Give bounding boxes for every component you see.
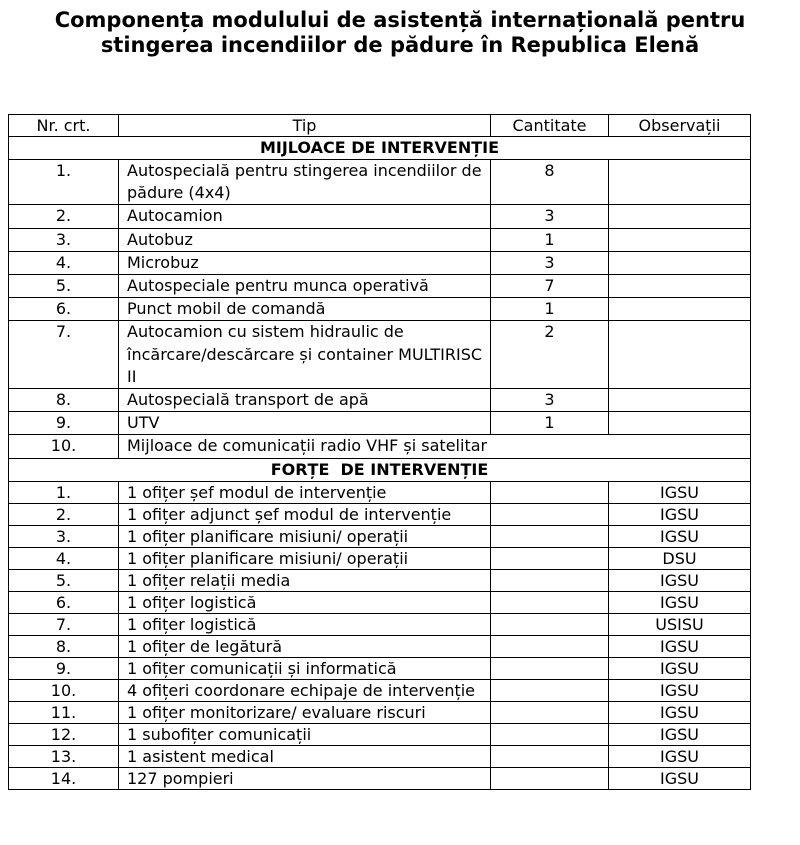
row-quantity: 3 [491, 205, 609, 228]
row-observation: IGSU [609, 701, 751, 723]
row-type: 1 ofițer relații media [119, 569, 491, 591]
row-observation [609, 205, 751, 228]
row-observation [609, 275, 751, 298]
row-quantity [491, 591, 609, 613]
row-type: Autobuz [119, 228, 491, 251]
section-title-mijloace: MIJLOACE DE INTERVENȚIE [9, 137, 751, 160]
row-quantity [491, 767, 609, 789]
row-type: 1 ofițer planificare misiuni/ operații [119, 547, 491, 569]
table-row [9, 723, 751, 745]
row-quantity [491, 657, 609, 679]
section-title-forte: FORȚE DE INTERVENȚIE [9, 458, 751, 481]
row-number: 11. [9, 701, 119, 723]
row-number: 4. [9, 251, 119, 274]
table-row [9, 613, 751, 635]
table-row [9, 160, 751, 205]
table-row [9, 389, 751, 412]
row-type: 1 subofițer comunicații [119, 723, 491, 745]
row-observation [609, 298, 751, 321]
row-quantity [491, 547, 609, 569]
row-type: 1 ofițer planificare misiuni/ operații [119, 525, 491, 547]
row-observation [609, 160, 751, 205]
row-number: 6. [9, 298, 119, 321]
row-observation: DSU [609, 547, 751, 569]
section-row-mijloace [9, 137, 751, 160]
row-type: 1 ofițer logistică [119, 591, 491, 613]
row-number: 10. [9, 679, 119, 701]
row-type: 1 ofițer monitorizare/ evaluare riscuri [119, 701, 491, 723]
row-quantity: 2 [491, 321, 609, 389]
table-row [9, 321, 751, 389]
row-quantity: 1 [491, 412, 609, 435]
row-quantity: 1 [491, 298, 609, 321]
table-row [9, 547, 751, 569]
row-number: 6. [9, 591, 119, 613]
row-observation [609, 251, 751, 274]
table-row [9, 701, 751, 723]
row-number: 9. [9, 412, 119, 435]
row-number: 2. [9, 503, 119, 525]
row-number: 2. [9, 205, 119, 228]
row-quantity [491, 481, 609, 503]
header-obs: Observații [609, 115, 751, 137]
row-observation: IGSU [609, 767, 751, 789]
row-quantity [491, 635, 609, 657]
row-quantity [491, 569, 609, 591]
table-row [9, 503, 751, 525]
row-number: 9. [9, 657, 119, 679]
row-number: 14. [9, 767, 119, 789]
row-type: Autocamion cu sistem hidraulic de încărcare/descărcare și container MULTIRISC II [119, 321, 491, 389]
row-observation: IGSU [609, 657, 751, 679]
table-row [9, 569, 751, 591]
row-type: 1 asistent medical [119, 745, 491, 767]
row-number: 7. [9, 321, 119, 389]
row-quantity [491, 723, 609, 745]
row-type: Autospecială pentru stingerea incendiilor de pădure (4x4) [119, 160, 491, 205]
row-quantity: 1 [491, 228, 609, 251]
row-quantity [491, 679, 609, 701]
row-observation: IGSU [609, 503, 751, 525]
header-qty: Cantitate [491, 115, 609, 137]
table-row [9, 745, 751, 767]
row-observation [609, 412, 751, 435]
table-row [9, 298, 751, 321]
row-type: Punct mobil de comandă [119, 298, 491, 321]
row-observation: IGSU [609, 481, 751, 503]
components-table [8, 114, 751, 790]
row-type: Autospecială transport de apă [119, 389, 491, 412]
row-quantity [491, 503, 609, 525]
table-row [9, 591, 751, 613]
row-number: 13. [9, 745, 119, 767]
table-row [9, 275, 751, 298]
row-quantity: 8 [491, 160, 609, 205]
row-number: 7. [9, 613, 119, 635]
row-observation: IGSU [609, 745, 751, 767]
row-type: 1 ofițer comunicații și informatică [119, 657, 491, 679]
title-line-1: Componența modulului de asistență internațională pentru [54, 8, 746, 32]
row-observation: IGSU [609, 635, 751, 657]
section-row-forte [9, 458, 751, 481]
row-quantity: 3 [491, 251, 609, 274]
row-type: 1 ofițer logistică [119, 613, 491, 635]
table-row [9, 679, 751, 701]
table-row [9, 481, 751, 503]
row-quantity [491, 701, 609, 723]
row-observation: IGSU [609, 525, 751, 547]
table-row [9, 767, 751, 789]
table-row [9, 525, 751, 547]
row-quantity: 3 [491, 389, 609, 412]
row-number: 8. [9, 635, 119, 657]
row-number: 3. [9, 525, 119, 547]
row-type: 1 ofițer șef modul de intervenție [119, 481, 491, 503]
row-number: 10. [9, 435, 119, 458]
row-type: 127 pompieri [119, 767, 491, 789]
header-nr: Nr. crt. [9, 115, 119, 137]
row-type: Autospeciale pentru munca operativă [119, 275, 491, 298]
row-number: 8. [9, 389, 119, 412]
row-quantity [491, 525, 609, 547]
row-number: 1. [9, 160, 119, 205]
table-row [9, 205, 751, 228]
row-observation [609, 228, 751, 251]
table-row [9, 228, 751, 251]
row-number: 1. [9, 481, 119, 503]
row-observation: IGSU [609, 591, 751, 613]
title-line-2: stingerea incendiilor de pădure în Republica Elenă [100, 33, 700, 57]
row-number: 4. [9, 547, 119, 569]
row-quantity [491, 613, 609, 635]
row-type: UTV [119, 412, 491, 435]
row-number: 3. [9, 228, 119, 251]
row-quantity [491, 745, 609, 767]
row-observation [609, 389, 751, 412]
header-row [9, 115, 751, 137]
row-number: 12. [9, 723, 119, 745]
document-title [0, 8, 800, 58]
row-observation [609, 321, 751, 389]
row-observation: USISU [609, 613, 751, 635]
table-row [9, 251, 751, 274]
table-row [9, 635, 751, 657]
row-type: 1 ofițer adjunct șef modul de intervenție [119, 503, 491, 525]
row-observation: IGSU [609, 679, 751, 701]
row-type: Microbuz [119, 251, 491, 274]
row-quantity: 7 [491, 275, 609, 298]
row-observation: IGSU [609, 569, 751, 591]
table-row [9, 657, 751, 679]
row-type: 1 ofițer de legătură [119, 635, 491, 657]
row-type: Mijloace de comunicații radio VHF și satelitar [119, 435, 751, 458]
table-row [9, 435, 751, 458]
table-row [9, 412, 751, 435]
row-number: 5. [9, 275, 119, 298]
header-tip: Tip [119, 115, 491, 137]
row-type: Autocamion [119, 205, 491, 228]
row-observation: IGSU [609, 723, 751, 745]
row-type: 4 ofițeri coordonare echipaje de intervenție [119, 679, 491, 701]
row-number: 5. [9, 569, 119, 591]
